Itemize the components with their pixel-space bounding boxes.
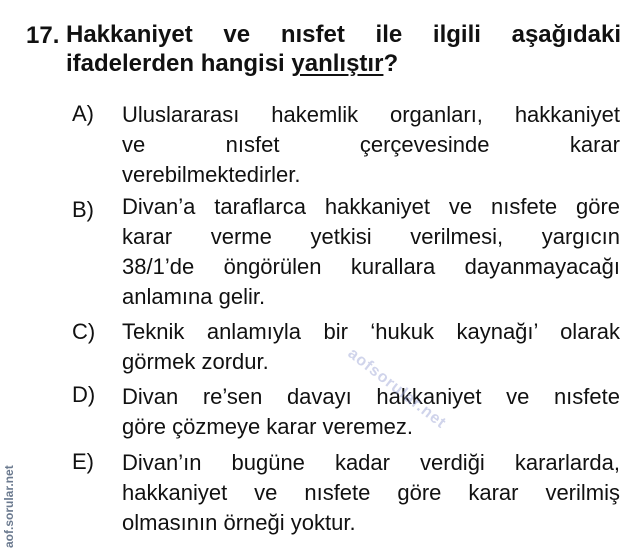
option-b-text: [122, 192, 620, 312]
option-a-line-2: ve nısfet çerçevesinde karar: [122, 132, 620, 157]
question-stem-line-1: Hakkaniyet ve nısfet ile ilgili aşağıdaki: [66, 21, 621, 48]
watermark-side: aof.sorular.net: [2, 465, 16, 548]
option-d-text: [122, 382, 620, 442]
question-stem-emphasis: yanlıştır: [291, 50, 384, 77]
option-c-line-2: görmek zordur.: [122, 349, 269, 374]
option-e-line-3: olmasının örneği yoktur.: [122, 510, 356, 535]
option-e-text: [122, 448, 620, 538]
option-c-line-1: Teknik anlamıyla bir ‘hukuk kaynağı’ olarak: [122, 319, 620, 344]
option-e-line-2: hakkaniyet ve nısfete göre karar verilmiş: [122, 480, 620, 505]
option-e-line-1: Divan’ın bugüne kadar verdiği kararlarda,: [122, 450, 620, 475]
option-b-line-4: anlamına gelir.: [122, 284, 266, 309]
option-a-line-3: verebilmektedirler.: [122, 162, 301, 187]
option-d-line-1: Divan re’sen davayı hakkaniyet ve nısfete: [122, 384, 620, 409]
watermark-center: aofsorular.net: [344, 345, 450, 433]
option-a-line-1: Uluslararası hakemlik organları, hakkaniyet: [122, 102, 620, 127]
option-b-line-1: Divan’a taraflarca hakkaniyet ve nısfete göre: [122, 194, 620, 219]
option-b-letter: B): [72, 197, 94, 222]
question-stem-end: ?: [383, 50, 399, 77]
question-stem-line-2-text: ifadelerden hangisi: [66, 50, 292, 77]
option-e-letter: E): [72, 449, 94, 474]
option-a-text: [122, 100, 620, 190]
question-stem: [66, 20, 621, 78]
option-d-line-2: göre çözmeye karar veremez.: [122, 414, 413, 439]
question-stem-line-2: [66, 49, 621, 78]
option-a-letter: A): [72, 101, 94, 126]
option-b-line-3: 38/1’de öngörülen kurallara dayanmayacağı: [122, 254, 620, 279]
option-d-letter: D): [72, 382, 96, 407]
option-c-letter: C): [72, 319, 96, 344]
question-number: 17.: [26, 22, 60, 49]
option-b-line-2: karar verme yetkisi verilmesi, yargıcın: [122, 224, 620, 249]
